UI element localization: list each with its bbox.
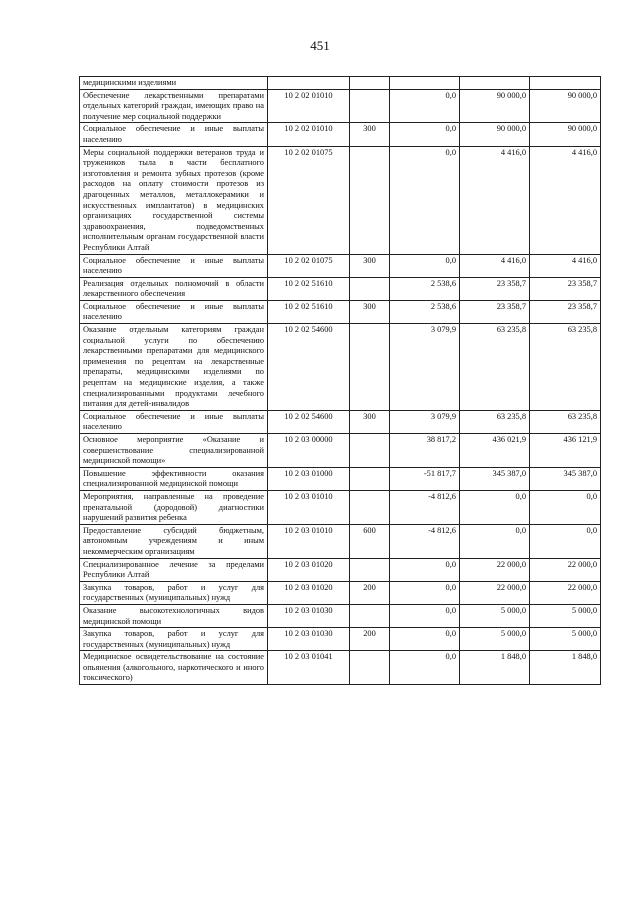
row-expense-type-code: 600 <box>350 524 390 558</box>
row-amount-year-1: 0,0 <box>390 558 460 581</box>
row-target-article-code: 10 2 03 01020 <box>268 558 350 581</box>
row-amount-year-3: 22 000,0 <box>530 558 601 581</box>
row-target-article-code: 10 2 03 00000 <box>268 434 350 468</box>
row-amount-year-3: 345 387,0 <box>530 467 601 490</box>
row-target-article-code: 10 2 03 01020 <box>268 581 350 604</box>
row-amount-year-2: 436 021,9 <box>460 434 530 468</box>
row-amount-year-3: 5 000,0 <box>530 604 601 627</box>
row-name: Меры социальной поддержки ветеранов труда и тружеников тыла в части бесплатного изготовления и ремонта зубных протезов (кроме расходов на оплату стоимости протезов из драгоценных металлов, металлокерамики и искусственных имплантатов) в медицинских организациях государственной системы здравоохранения, подведомственных исполнительным органам государственной власти Республики Алтай <box>80 146 268 254</box>
row-target-article-code: 10 2 03 01041 <box>268 651 350 685</box>
row-amount-year-2: 63 235,8 <box>460 324 530 411</box>
row-target-article-code: 10 2 02 01010 <box>268 123 350 146</box>
row-amount-year-2 <box>460 77 530 90</box>
table-row <box>80 410 601 433</box>
table-row <box>80 558 601 581</box>
row-expense-type-code <box>350 277 390 300</box>
row-target-article-code <box>268 77 350 90</box>
row-amount-year-3: 4 416,0 <box>530 254 601 277</box>
row-name: Реализация отдельных полномочий в области лекарственного обеспечения <box>80 277 268 300</box>
row-expense-type-code: 300 <box>350 410 390 433</box>
row-amount-year-1: 0,0 <box>390 628 460 651</box>
row-amount-year-3: 1 848,0 <box>530 651 601 685</box>
row-name: Повышение эффективности оказания специализированной медицинской помощи <box>80 467 268 490</box>
row-amount-year-1: 2 538,6 <box>390 300 460 323</box>
row-expense-type-code <box>350 434 390 468</box>
row-amount-year-2: 90 000,0 <box>460 89 530 123</box>
row-expense-type-code <box>350 558 390 581</box>
row-amount-year-3: 0,0 <box>530 524 601 558</box>
row-expense-type-code: 300 <box>350 254 390 277</box>
row-amount-year-3: 5 000,0 <box>530 628 601 651</box>
row-amount-year-3: 63 235,8 <box>530 324 601 411</box>
row-amount-year-3 <box>530 77 601 90</box>
row-amount-year-2: 345 387,0 <box>460 467 530 490</box>
row-amount-year-2: 4 416,0 <box>460 254 530 277</box>
table-row <box>80 524 601 558</box>
row-amount-year-2: 90 000,0 <box>460 123 530 146</box>
row-name: медицинскими изделиями <box>80 77 268 90</box>
row-amount-year-3: 22 000,0 <box>530 581 601 604</box>
row-name: Закупка товаров, работ и услуг для государственных (муниципальных) нужд <box>80 628 268 651</box>
table-row <box>80 277 601 300</box>
row-amount-year-3: 4 416,0 <box>530 146 601 254</box>
row-amount-year-3: 63 235,8 <box>530 410 601 433</box>
row-target-article-code: 10 2 02 51610 <box>268 300 350 323</box>
row-amount-year-1: 0,0 <box>390 146 460 254</box>
row-name: Специализированное лечение за пределами Республики Алтай <box>80 558 268 581</box>
row-amount-year-2: 0,0 <box>460 490 530 524</box>
row-target-article-code: 10 2 02 51610 <box>268 277 350 300</box>
row-amount-year-2: 22 000,0 <box>460 558 530 581</box>
row-amount-year-3: 90 000,0 <box>530 89 601 123</box>
row-amount-year-1: 0,0 <box>390 581 460 604</box>
table-row <box>80 324 601 411</box>
row-amount-year-1: -4 812,6 <box>390 490 460 524</box>
row-expense-type-code <box>350 89 390 123</box>
row-expense-type-code <box>350 604 390 627</box>
row-target-article-code: 10 2 03 01010 <box>268 490 350 524</box>
row-amount-year-1: -51 817,7 <box>390 467 460 490</box>
row-name: Закупка товаров, работ и услуг для государственных (муниципальных) нужд <box>80 581 268 604</box>
row-amount-year-2: 63 235,8 <box>460 410 530 433</box>
page-number: 451 <box>310 38 330 53</box>
row-name: Основное мероприятие «Оказание и совершенствование специализированной медицинской помощи» <box>80 434 268 468</box>
row-amount-year-1: 0,0 <box>390 254 460 277</box>
row-amount-year-2: 0,0 <box>460 524 530 558</box>
row-name: Социальное обеспечение и иные выплаты населению <box>80 254 268 277</box>
row-name: Оказание высокотехнологичных видов медицинской помощи <box>80 604 268 627</box>
table-row <box>80 651 601 685</box>
row-amount-year-3: 23 358,7 <box>530 277 601 300</box>
row-target-article-code: 10 2 02 01010 <box>268 89 350 123</box>
row-amount-year-1: 0,0 <box>390 604 460 627</box>
row-amount-year-1: 2 538,6 <box>390 277 460 300</box>
row-expense-type-code: 200 <box>350 581 390 604</box>
row-target-article-code: 10 2 03 01030 <box>268 628 350 651</box>
row-expense-type-code <box>350 77 390 90</box>
row-name: Предоставление субсидий бюджетным, автономным учреждениям и иным некоммерческим организациям <box>80 524 268 558</box>
row-expense-type-code: 300 <box>350 123 390 146</box>
row-expense-type-code <box>350 651 390 685</box>
row-amount-year-2: 5 000,0 <box>460 604 530 627</box>
table-row <box>80 77 601 90</box>
row-amount-year-1: 0,0 <box>390 123 460 146</box>
table-row <box>80 467 601 490</box>
row-amount-year-3: 23 358,7 <box>530 300 601 323</box>
row-amount-year-2: 23 358,7 <box>460 277 530 300</box>
row-amount-year-1: 0,0 <box>390 651 460 685</box>
table-row <box>80 581 601 604</box>
row-expense-type-code <box>350 490 390 524</box>
row-name: Обеспечение лекарственными препаратами отдельных категорий граждан, имеющих право на получение мер социальной поддержки <box>80 89 268 123</box>
table-row <box>80 628 601 651</box>
row-amount-year-3: 0,0 <box>530 490 601 524</box>
row-amount-year-2: 4 416,0 <box>460 146 530 254</box>
row-amount-year-1: 0,0 <box>390 89 460 123</box>
row-amount-year-2: 5 000,0 <box>460 628 530 651</box>
row-expense-type-code: 300 <box>350 300 390 323</box>
budget-table <box>79 76 601 685</box>
row-name: Социальное обеспечение и иные выплаты населению <box>80 300 268 323</box>
table-row <box>80 254 601 277</box>
row-target-article-code: 10 2 03 01000 <box>268 467 350 490</box>
table-row <box>80 300 601 323</box>
row-target-article-code: 10 2 02 01075 <box>268 146 350 254</box>
row-amount-year-3: 90 000,0 <box>530 123 601 146</box>
row-target-article-code: 10 2 02 54600 <box>268 324 350 411</box>
table-row <box>80 434 601 468</box>
row-amount-year-3: 436 121,9 <box>530 434 601 468</box>
row-target-article-code: 10 2 02 54600 <box>268 410 350 433</box>
row-amount-year-2: 23 358,7 <box>460 300 530 323</box>
row-target-article-code: 10 2 02 01075 <box>268 254 350 277</box>
row-name: Мероприятия, направленные на проведение пренатальной (дородовой) диагностики нарушений развития ребенка <box>80 490 268 524</box>
row-amount-year-1: 38 817,2 <box>390 434 460 468</box>
row-expense-type-code: 200 <box>350 628 390 651</box>
row-expense-type-code <box>350 146 390 254</box>
row-amount-year-1 <box>390 77 460 90</box>
row-amount-year-2: 22 000,0 <box>460 581 530 604</box>
table-row <box>80 146 601 254</box>
row-name: Социальное обеспечение и иные выплаты населению <box>80 410 268 433</box>
row-amount-year-1: 3 079,9 <box>390 324 460 411</box>
row-expense-type-code <box>350 467 390 490</box>
row-expense-type-code <box>350 324 390 411</box>
row-name: Медицинское освидетельствование на состояние опьянения (алкогольного, наркотического и иного токсического) <box>80 651 268 685</box>
row-amount-year-1: 3 079,9 <box>390 410 460 433</box>
row-target-article-code: 10 2 03 01010 <box>268 524 350 558</box>
row-target-article-code: 10 2 03 01030 <box>268 604 350 627</box>
table-row <box>80 604 601 627</box>
row-name: Оказание отдельным категориям граждан социальной услуги по обеспечению лекарственными препаратами для медицинского применения по рецептам на лекарственные препараты, медицинскими изделиями по рецептам на медицинские изделия, а также специализированными продуктами лечебного питания для детей-инвалидов <box>80 324 268 411</box>
table-row <box>80 490 601 524</box>
row-amount-year-1: -4 812,6 <box>390 524 460 558</box>
row-name: Социальное обеспечение и иные выплаты населению <box>80 123 268 146</box>
table-row <box>80 123 601 146</box>
table-row <box>80 89 601 123</box>
budget-table-body <box>80 77 601 685</box>
row-amount-year-2: 1 848,0 <box>460 651 530 685</box>
